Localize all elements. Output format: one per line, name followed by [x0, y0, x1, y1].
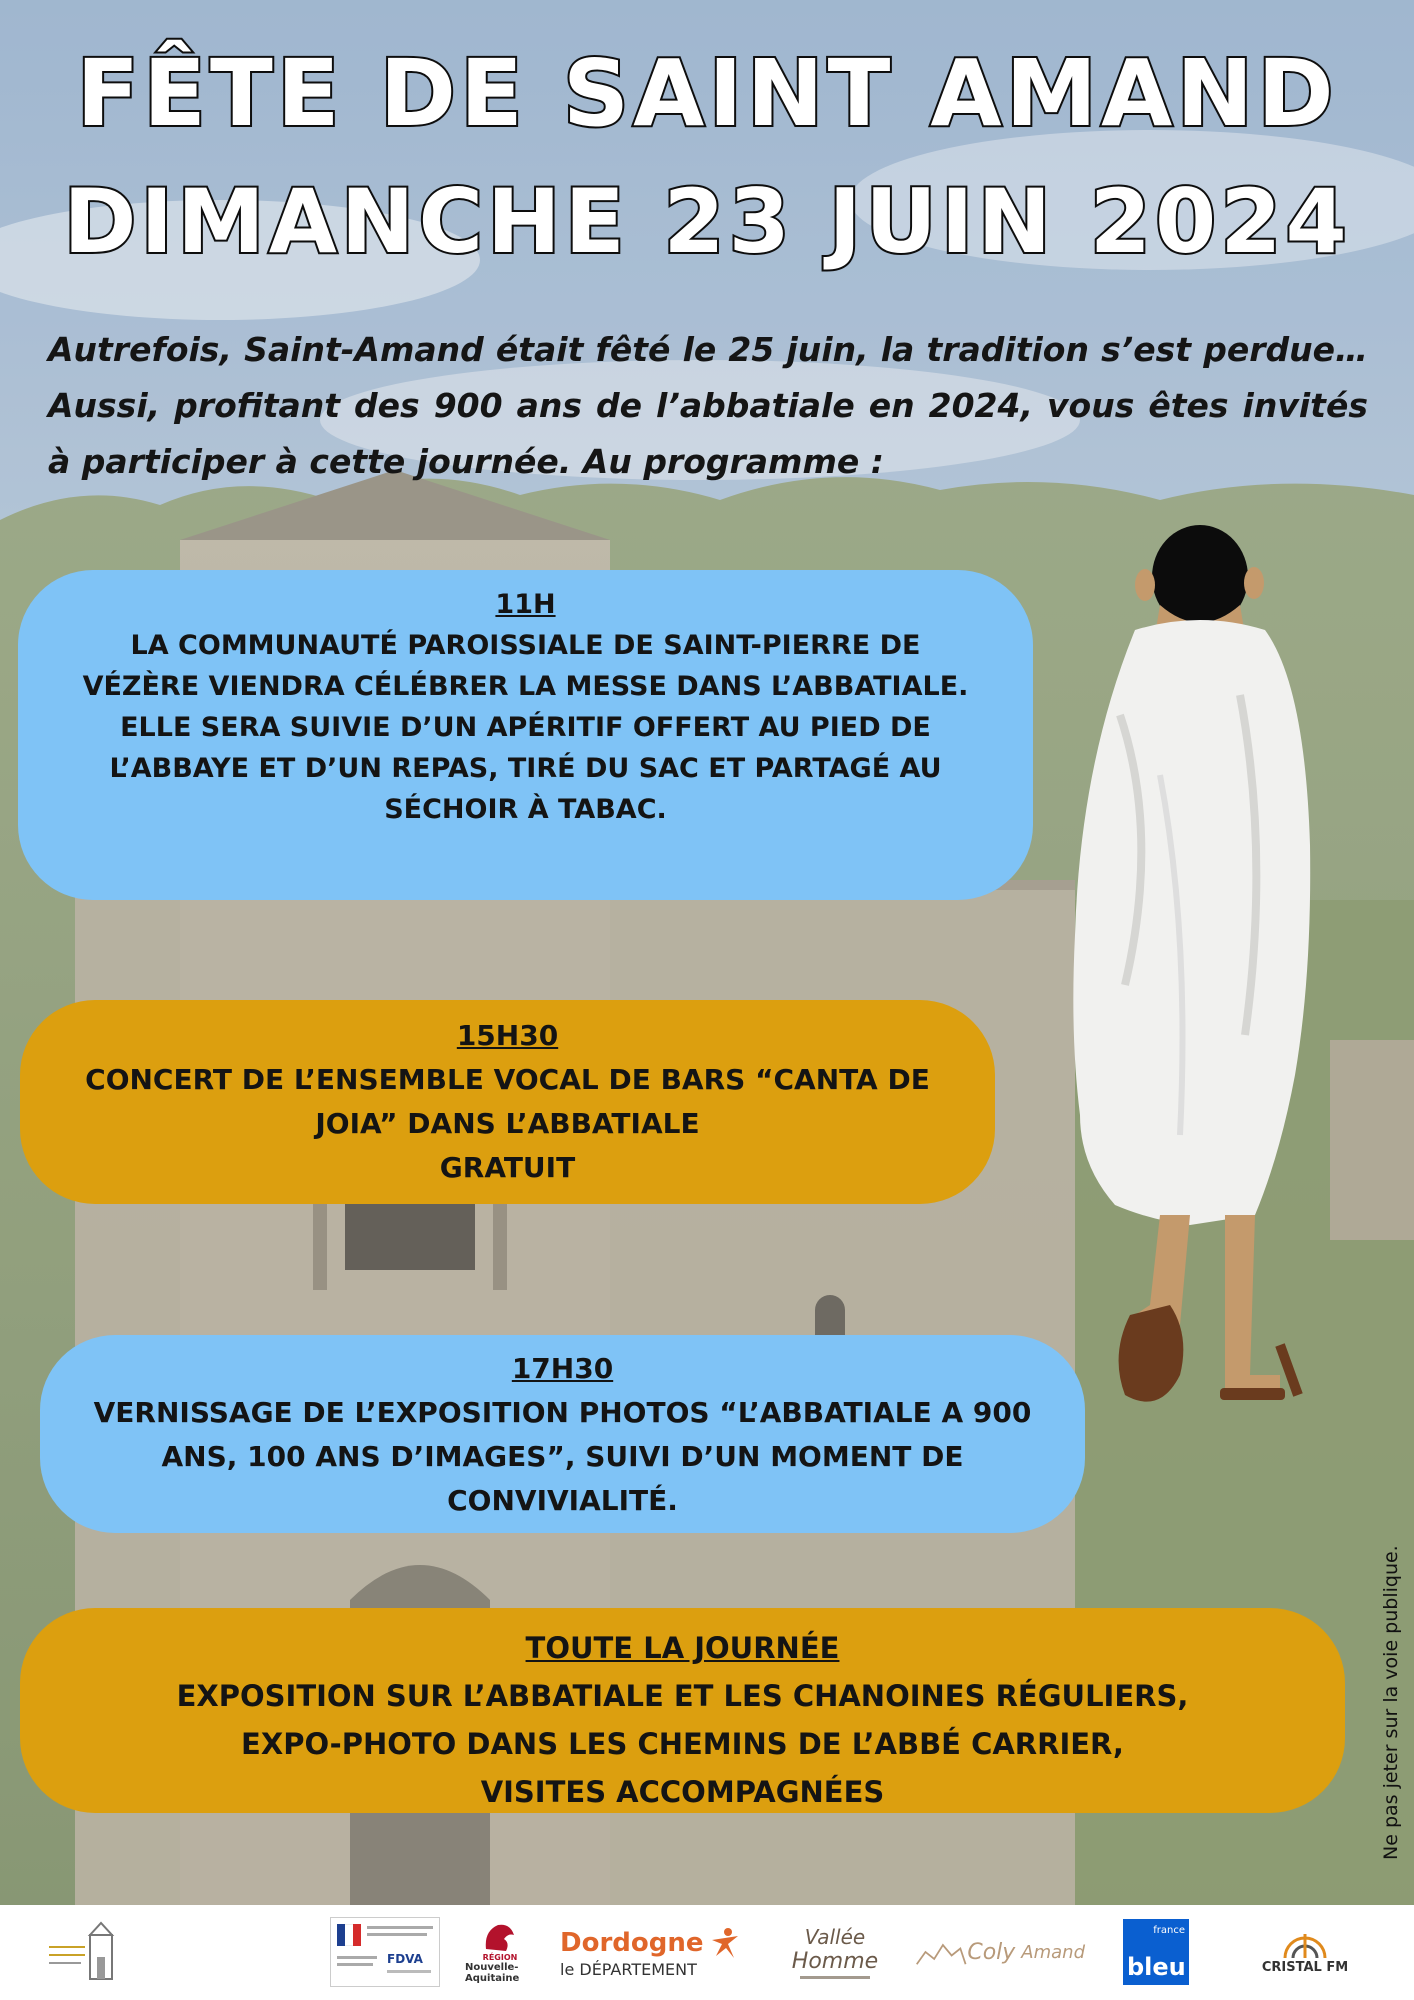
program-time: 17H30 [511, 1352, 614, 1385]
radio-waves-icon [1277, 1930, 1333, 1960]
dordogne-departement-logo [560, 1917, 750, 1987]
program-item-15h30 [20, 1000, 995, 1204]
bleu-label: bleu [1127, 1953, 1186, 1981]
nouvelle-aquitaine-logo [465, 1917, 535, 1987]
program-item-all-day [20, 1608, 1345, 1813]
amand-label: Amand [1021, 1941, 1085, 1963]
program-text: CONCERT DE L’ENSEMBLE VOCAL DE BARS “CANTA DE JOIA” DANS L’ABBATIALE GRATUIT [85, 1063, 930, 1184]
departement-label: le DÉPARTEMENT [560, 1959, 697, 1979]
abbey-sketch-icon [45, 1917, 125, 1987]
coly-saint-amand-logo [915, 1917, 1085, 1987]
program-text: EXPOSITION SUR L’ABBATIALE ET LES CHANOINES RÉGULIERS, EXPO-PHOTO DANS LES CHEMINS DE L’ABBÉ CARRIER, VISITES ACCOMPAGNÉES [176, 1679, 1189, 1809]
monk-figure-illustration [1040, 515, 1340, 1415]
region-label: RÉGION [482, 1952, 518, 1962]
program-text: LA COMMUNAUTÉ PAROISSIALE DE SAINT-PIERRE DE VÉZÈRE VIENDRA CÉLÉBRER LA MESSE DANS L’ABBATIALE. ELLE SERA SUIVIE D’UN APÉRITIF OFFERT AU PIED DE L’ABBAYE ET D’UN REPAS, TIRÉ DU SAC ET PARTAGÉ AU SÉCHOIR À TABAC. [82, 630, 969, 825]
vallee-label: Vallée [804, 1925, 866, 1949]
page-title: FÊTE DE SAINT AMAND [76, 40, 1338, 147]
fdva-label: FDVA [387, 1952, 423, 1966]
litter-notice: Ne pas jeter sur la voie publique. [1380, 1545, 1402, 1860]
sponsor-logo-strip [0, 1905, 1414, 2000]
cristal-fm-logo [1245, 1917, 1365, 1987]
program-time: 15H30 [456, 1019, 559, 1052]
program-item-11h [18, 570, 1033, 900]
french-flag-icon [337, 1924, 361, 1946]
event-date: DIMANCHE 23 JUIN 2024 [63, 170, 1351, 273]
intro-paragraph: Autrefois, Saint-Amand était fêté le 25 juin, la tradition s’est perdue… Aussi, profitant des 900 ans de l’abbatiale en 2024, vous êtes invités à participer à cette journée. Au programme : [48, 330, 1368, 481]
program-time: 11H [495, 589, 556, 620]
region-name: Nouvelle-Aquitaine [465, 1961, 520, 1984]
homme-label: Homme [791, 1949, 879, 1974]
france-label: france [1153, 1925, 1185, 1936]
coly-label: Coly [967, 1939, 1016, 1965]
program-text: VERNISSAGE DE L’EXPOSITION PHOTOS “L’ABBATIALE A 900 ANS, 100 ANS D’IMAGES”, SUIVI D’UN MOMENT DE CONVIVIALITÉ. [93, 1396, 1032, 1517]
village-sketch-icon [915, 1932, 967, 1972]
cristal-label: CRISTAL FM [1261, 1959, 1349, 1975]
dordogne-label: Dordogne [560, 1927, 704, 1958]
france-bleu-logo [1120, 1917, 1192, 1987]
program-time: TOUTE LA JOURNÉE [525, 1631, 840, 1665]
dancer-icon [708, 1926, 742, 1960]
lion-emblem-icon [480, 1921, 520, 1953]
ministere-fdva-logo [330, 1917, 440, 1987]
vallee-homme-logo [780, 1917, 890, 1987]
program-item-17h30 [40, 1335, 1085, 1533]
amis-abbaye-logo [40, 1917, 130, 1987]
